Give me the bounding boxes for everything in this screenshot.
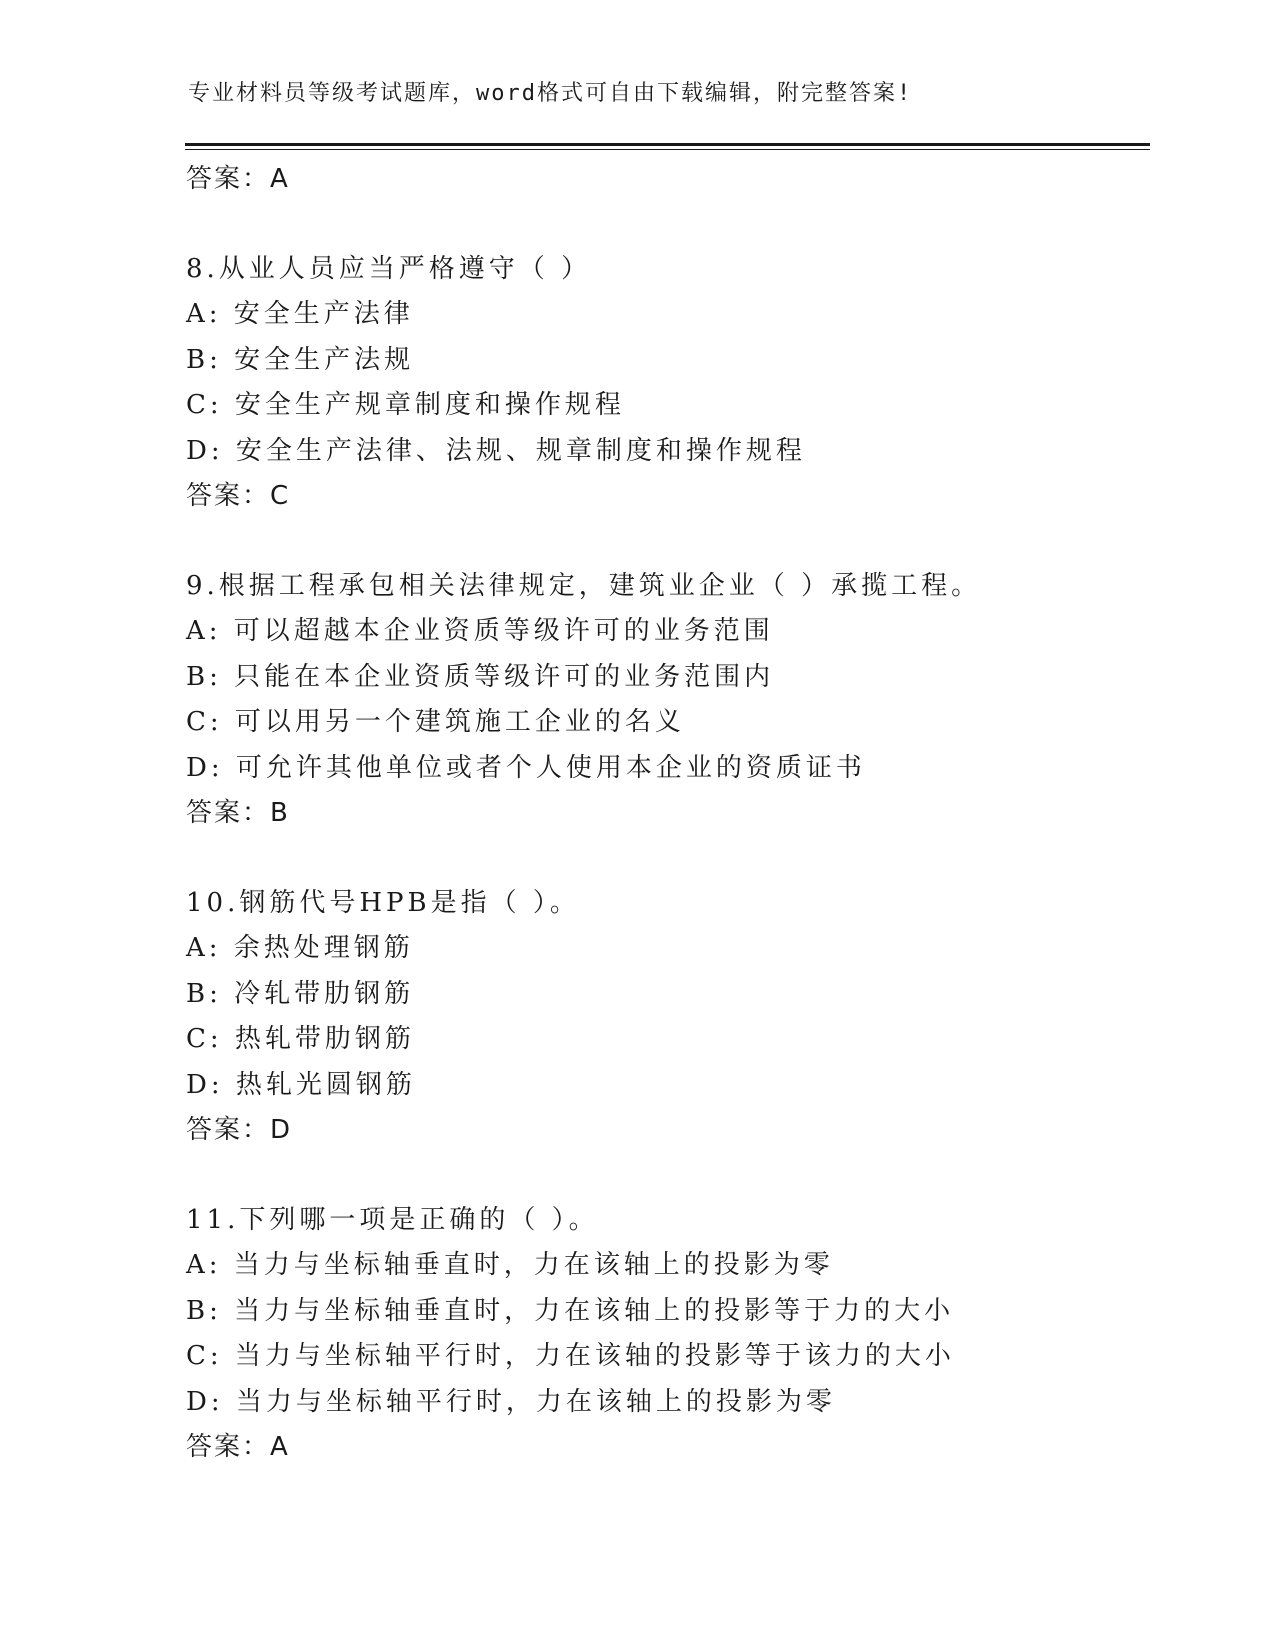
spacer [186, 1154, 1146, 1198]
header-rule-thin [185, 149, 1150, 150]
answer-line [186, 474, 1146, 520]
option-c: C: 当力与坐标轴平行时，力在该轴的投影等于该力的大小 [186, 1341, 955, 1371]
option-a: A: 余热处理钢筋 [186, 933, 414, 963]
answer-label: 答案： [186, 164, 271, 194]
question-list [186, 157, 1146, 1471]
question-stem: 10.钢筋代号HPB是指（ ）。 [186, 887, 580, 918]
option-b: B: 安全生产法规 [186, 344, 415, 375]
question-9 [186, 564, 1146, 837]
option-d: D: 热轧光圆钢筋 [186, 1069, 416, 1100]
spacer [186, 837, 1146, 881]
option-b: B: 冷轧带肋钢筋 [186, 978, 415, 1009]
option-a: A: 当力与坐标轴垂直时，力在该轴上的投影为零 [186, 1250, 834, 1280]
option-c: C: 热轧带肋钢筋 [186, 1024, 415, 1054]
question-stem: 11.下列哪一项是正确的（ ）。 [186, 1204, 599, 1235]
answer-line [186, 1425, 1146, 1471]
answer-value: B [270, 798, 289, 828]
option-d: D: 可允许其他单位或者个人使用本企业的资质证书 [186, 752, 866, 783]
answer-label: 答案： [186, 481, 271, 511]
option-c: C: 可以用另一个建筑施工企业的名义 [186, 707, 685, 737]
header-rule-thick [185, 143, 1150, 146]
spacer [186, 203, 1146, 247]
option-a: A: 可以超越本企业资质等级许可的业务范围 [186, 616, 774, 646]
option-b: B: 当力与坐标轴垂直时，力在该轴上的投影等于力的大小 [186, 1295, 955, 1326]
answer-line [186, 1108, 1146, 1154]
answer-value: A [270, 1432, 289, 1462]
page-header: 专业材料员等级考试题库，word格式可自由下载编辑，附完整答案! [188, 81, 913, 106]
question-11 [186, 1198, 1146, 1471]
question-stem: 9.根据工程承包相关法律规定，建筑业企业（ ）承揽工程。 [186, 570, 982, 601]
option-a: A: 安全生产法律 [186, 299, 414, 329]
answer-value: A [270, 164, 289, 194]
answer-label: 答案： [186, 1432, 271, 1462]
option-c: C: 安全生产规章制度和操作规程 [186, 390, 625, 420]
answer-label: 答案： [186, 1115, 271, 1145]
question-10 [186, 881, 1146, 1154]
option-d: D: 当力与坐标轴平行时，力在该轴上的投影为零 [186, 1386, 836, 1417]
answer-line [186, 791, 1146, 837]
answer-line [186, 157, 1146, 203]
question-stem: 8.从业人员应当严格遵守（ ） [186, 253, 592, 284]
answer-label: 答案： [186, 798, 271, 828]
answer-value: C [270, 481, 290, 511]
option-d: D: 安全生产法律、法规、规章制度和操作规程 [186, 435, 806, 466]
question-8 [186, 247, 1146, 520]
option-b: B: 只能在本企业资质等级许可的业务范围内 [186, 661, 775, 692]
spacer [186, 520, 1146, 564]
answer-value: D [270, 1115, 292, 1145]
